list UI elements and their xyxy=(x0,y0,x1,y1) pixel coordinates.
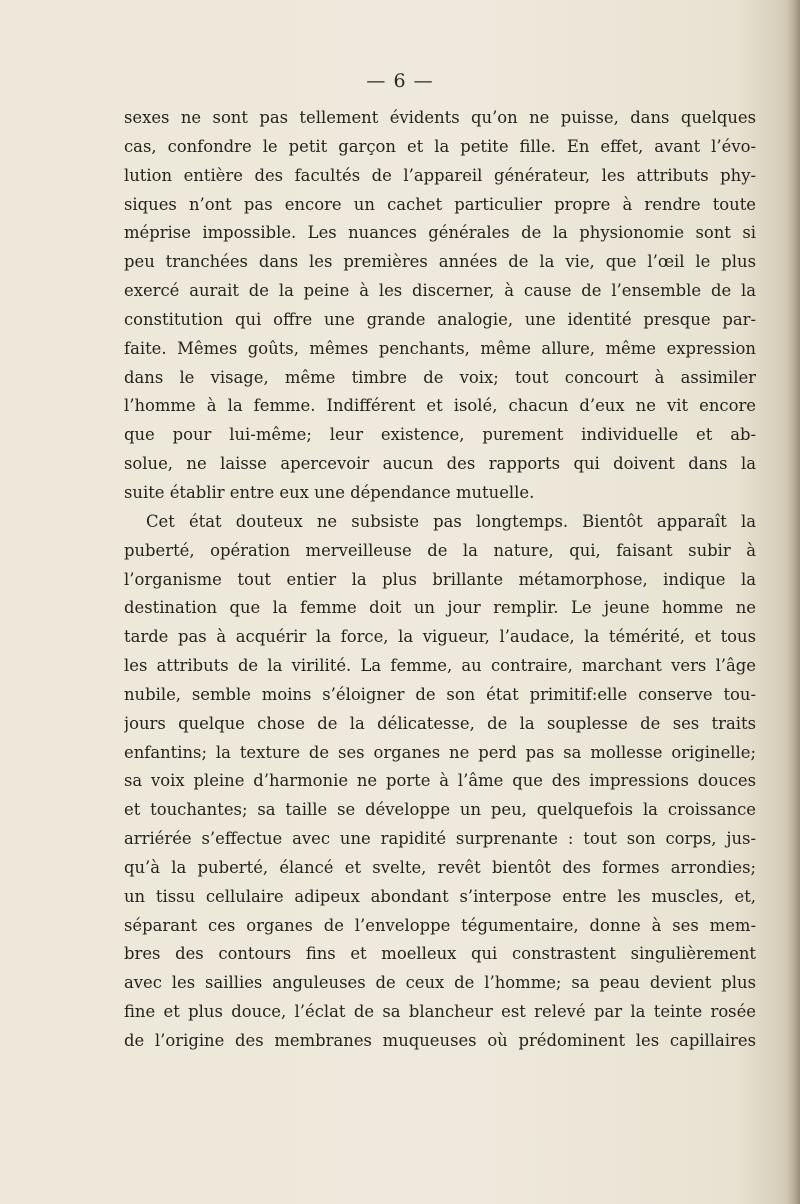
text-line: sexes ne sont pas tellement évidents qu’on ne puisse, dans quelques xyxy=(124,108,756,127)
text-line: un tissu cellulaire adipeux abondant s’interpose entre les muscles, et, xyxy=(124,886,756,906)
text-line: suite établir entre eux une dépendance mutuelle. xyxy=(124,482,535,502)
text-line: exercé aurait de la peine à les discerner, à cause de l’ensemble de la xyxy=(124,281,756,301)
page-edge-shadow xyxy=(786,0,800,1204)
text-line: cas, confondre le petit garçon et la petite fille. En effet, avant l’évo- xyxy=(124,136,756,156)
page-number: — 6 — xyxy=(366,70,434,92)
text-line: avec les saillies anguleuses de ceux de l’homme; sa peau devient plus xyxy=(124,973,756,993)
text-line: séparant ces organes de l’enveloppe tégumentaire, donne à ses mem- xyxy=(124,915,756,935)
text-line: que pour lui-même; leur existence, purement individuelle et ab- xyxy=(124,425,756,445)
text-line: l’homme à la femme. Indifférent et isolé, chacun d’eux ne vit encore xyxy=(124,396,756,416)
text-line: enfantins; la texture de ses organes ne perd pas sa mollesse originelle; xyxy=(124,742,756,762)
text-line: solue, ne laisse apercevoir aucun des rapports qui doivent dans la xyxy=(124,454,756,474)
body-text xyxy=(124,104,756,1056)
text-line: dans le visage, même timbre de voix; tout concourt à assimiler xyxy=(124,367,756,387)
text-line: et touchantes; sa taille se développe un peu, quelquefois la croissance xyxy=(124,800,756,820)
text-line: puberté, opération merveilleuse de la nature, qui, faisant subir à xyxy=(124,540,756,560)
text-line: nubile, semble moins s’éloigner de son état primitif:elle conserve tou- xyxy=(124,684,756,704)
text-line: peu tranchées dans les premières années de la vie, que l’œil le plus xyxy=(124,252,756,272)
text-line: fine et plus douce, l’éclat de sa blancheur est relevé par la teinte rosée xyxy=(124,1002,756,1022)
text-line: arriérée s’effectue avec une rapidité surprenante : tout son corps, jus- xyxy=(124,829,756,849)
text-line: de l’origine des membranes muqueuses où prédominent les capillaires xyxy=(124,1031,756,1050)
text-line: faite. Mêmes goûts, mêmes penchants, même allure, même expression xyxy=(124,338,756,358)
text-line: sa voix pleine d’harmonie ne porte à l’âme que des impressions douces xyxy=(124,771,756,791)
text-line: siques n’ont pas encore un cachet particulier propre à rendre toute xyxy=(124,194,756,214)
text-line: destination que la femme doit un jour remplir. Le jeune homme ne xyxy=(124,598,756,618)
paragraph-1 xyxy=(124,104,756,508)
text-line: bres des contours fins et moelleux qui constrastent singulièrement xyxy=(124,944,756,964)
paragraph-2 xyxy=(124,508,756,1056)
text-line: jours quelque chose de la délicatesse, de la souplesse de ses traits xyxy=(124,713,756,733)
text-line: qu’à la puberté, élancé et svelte, revêt bientôt des formes arrondies; xyxy=(124,857,756,877)
text-line: Cet état douteux ne subsiste pas longtemps. Bientôt apparaît la xyxy=(146,511,756,531)
text-line: tarde pas à acquérir la force, la vigueur, l’audace, la témérité, et tous xyxy=(124,627,756,647)
text-line: constitution qui offre une grande analogie, une identité presque par- xyxy=(124,309,756,329)
text-line: l’organisme tout entier la plus brillante métamorphose, indique la xyxy=(124,569,756,589)
text-line: méprise impossible. Les nuances générales de la physionomie sont si xyxy=(124,223,756,243)
text-line: lution entière des facultés de l’appareil générateur, les attributs phy- xyxy=(124,165,756,185)
text-line: les attributs de la virilité. La femme, au contraire, marchant vers l’âge xyxy=(124,656,756,676)
